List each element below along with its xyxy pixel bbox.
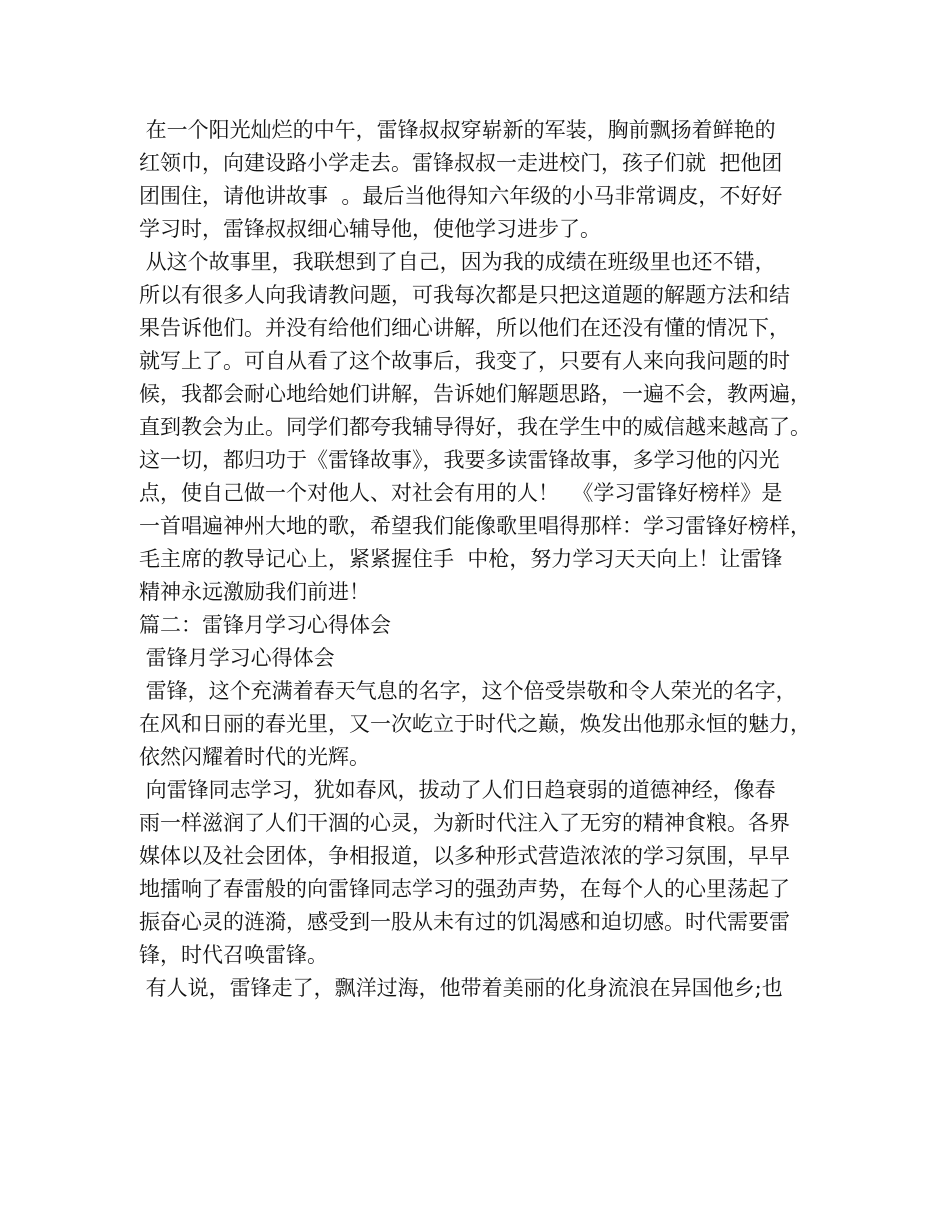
text-line: 就写上了。可自从看了这个故事后，我变了，只要有人来向我问题的时 (139, 349, 790, 373)
text-line: 雨一样滋润了人们干涸的心灵，为新时代注入了无穷的精神食粮。各界 (139, 811, 790, 835)
text-line: 点，使自己做一个对他人、对社会有用的人！ 《学习雷锋好榜样》是 (139, 481, 783, 505)
text-line: 有人说，雷锋走了，飘洋过海，他带着美丽的化身流浪在异国他乡;也 (139, 976, 783, 1000)
text-line: 媒体以及社会团体，争相报道，以多种形式营造浓浓的学习氛围，早早 (139, 844, 790, 868)
text-line: 红领巾，向建设路小学走去。雷锋叔叔一走进校门，孩子们就 把他团 (139, 151, 783, 175)
text-line: 振奋心灵的涟漪，感受到一股从未有过的饥渴感和迫切感。时代需要雷 (139, 910, 790, 934)
text-line: 从这个故事里，我联想到了自己，因为我的成绩在班级里也还不错， (139, 250, 776, 274)
text-line: 一首唱遍神州大地的歌，希望我们能像歌里唱得那样：学习雷锋好榜样， (139, 514, 811, 538)
text-line: 果告诉他们。并没有给他们细心讲解，所以他们在还没有懂的情况下， (139, 316, 790, 340)
text-line: 向雷锋同志学习，犹如春风，拔动了人们日趋衰弱的道德神经，像春 (139, 778, 776, 802)
article-title: 雷锋月学习心得体会 (139, 646, 335, 670)
text-line: 这一切，都归功于《雷锋故事》，我要多读雷锋故事，多学习他的闪光 (139, 448, 780, 472)
text-line: 所以有很多人向我请教问题，可我每次都是只把这道题的解题方法和结 (139, 283, 790, 307)
text-line: 候，我都会耐心地给她们讲解，告诉她们解题思路，一遍不会，教两遍， (139, 382, 811, 406)
text-line: 学习时，雷锋叔叔细心辅导他，使他学习进步了。 (139, 217, 601, 241)
text-line: 锋，时代召唤雷锋。 (139, 943, 328, 967)
text-line: 精神永远激励我们前进！ (139, 580, 370, 604)
text-line: 团围住，请他讲故事 。最后当他得知六年级的小马非常调皮，不好好 (139, 184, 783, 208)
text-line: 在风和日丽的春光里，又一次屹立于时代之巅，焕发出他那永恒的魅力， (139, 712, 811, 736)
text-line: 在一个阳光灿烂的中午，雷锋叔叔穿崭新的军装，胸前飘扬着鲜艳的 (139, 118, 776, 142)
text-line: 地擂响了春雷般的向雷锋同志学习的强劲声势，在每个人的心里荡起了 (139, 877, 790, 901)
text-line: 依然闪耀着时代的光辉。 (139, 745, 370, 769)
text-line: 直到教会为止。同学们都夸我辅导得好，我在学生中的威信越来越高了。 (139, 415, 811, 439)
text-line: 雷锋，这个充满着春天气息的名字，这个倍受崇敬和令人荣光的名字， (139, 679, 797, 703)
section-heading: 篇二：雷锋月学习心得体会 (139, 613, 391, 637)
text-line: 毛主席的教导记心上，紧紧握住手 中枪，努力学习天天向上！让雷锋 (139, 547, 783, 571)
